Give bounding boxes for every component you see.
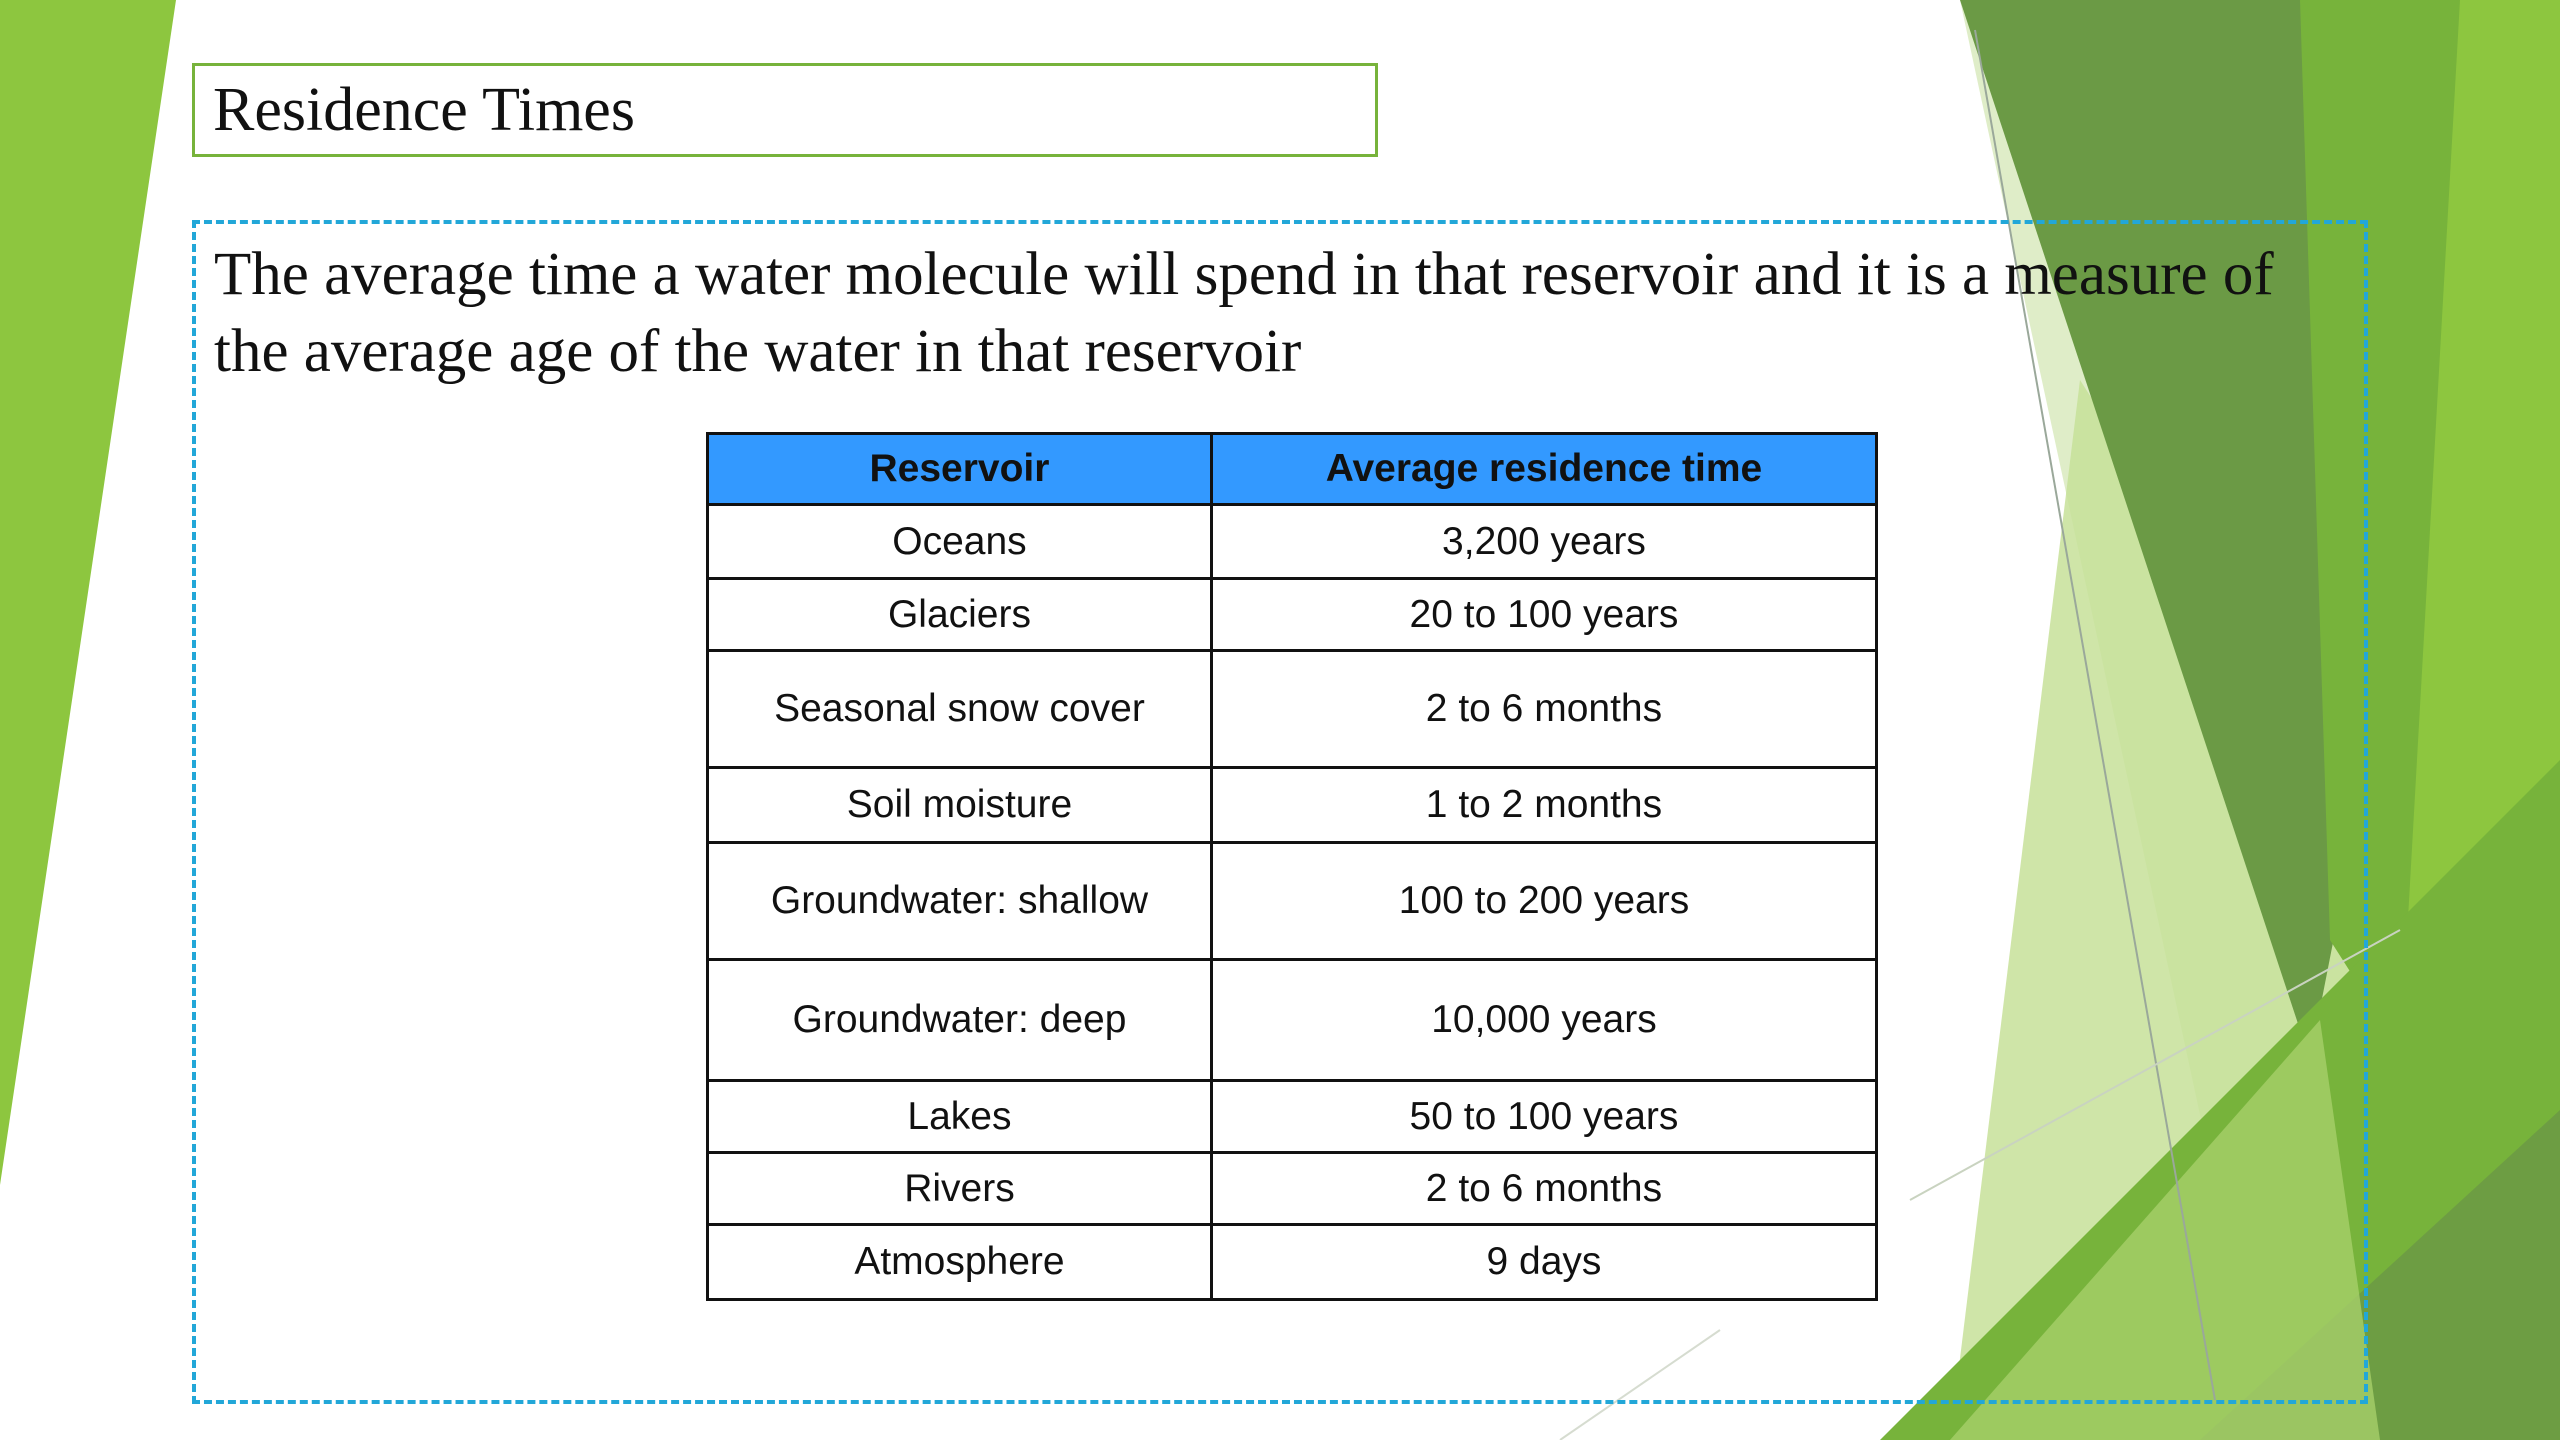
time-cell: 100 to 200 years <box>1211 843 1876 960</box>
table-row <box>708 1225 1877 1300</box>
time-cell: 1 to 2 months <box>1211 768 1876 843</box>
slide-title: Residence Times <box>213 75 635 144</box>
time-cell: 9 days <box>1211 1225 1876 1300</box>
table-row <box>708 768 1877 843</box>
table-header-row <box>708 434 1877 505</box>
table-row <box>708 505 1877 579</box>
time-cell: 3,200 years <box>1211 505 1876 579</box>
time-cell: 20 to 100 years <box>1211 579 1876 651</box>
body-text: The average time a water molecule will spend in that reservoir and it is a measure of the average age of the water in that reservoir <box>214 241 2274 385</box>
title-box[interactable] <box>192 63 1378 157</box>
time-cell: 2 to 6 months <box>1211 1153 1876 1225</box>
reservoir-cell: Soil moisture <box>708 768 1212 843</box>
header-average-residence-time: Average residence time <box>1211 434 1876 505</box>
reservoir-cell: Rivers <box>708 1153 1212 1225</box>
table-row <box>708 651 1877 768</box>
time-cell: 50 to 100 years <box>1211 1081 1876 1153</box>
reservoir-cell: Groundwater: shallow <box>708 843 1212 960</box>
content-placeholder[interactable] <box>192 220 2368 1404</box>
time-cell: 2 to 6 months <box>1211 651 1876 768</box>
reservoir-cell: Seasonal snow cover <box>708 651 1212 768</box>
reservoir-cell: Glaciers <box>708 579 1212 651</box>
table-row <box>708 960 1877 1081</box>
residence-time-table <box>706 432 1878 1301</box>
reservoir-cell: Groundwater: deep <box>708 960 1212 1081</box>
header-reservoir: Reservoir <box>708 434 1212 505</box>
reservoir-cell: Oceans <box>708 505 1212 579</box>
time-cell: 10,000 years <box>1211 960 1876 1081</box>
table-row <box>708 1153 1877 1225</box>
left-green-wedge <box>0 0 176 1185</box>
table-row <box>708 843 1877 960</box>
table-row <box>708 579 1877 651</box>
reservoir-cell: Atmosphere <box>708 1225 1212 1300</box>
table-row <box>708 1081 1877 1153</box>
reservoir-cell: Lakes <box>708 1081 1212 1153</box>
